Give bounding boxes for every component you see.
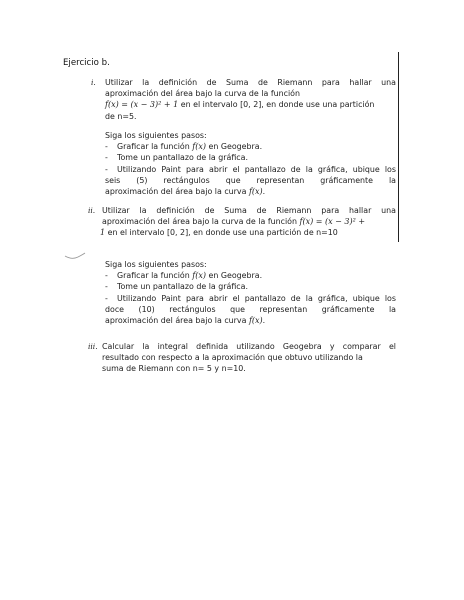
steps-2-bullet-3: - Utilizando Paint para abrir el pantallazo de la gráfica, ubique los — [105, 293, 396, 303]
item-i-line3: en el intervalo [0, 2], en donde use una partición — [178, 100, 375, 110]
item-ii-numeral: ii. — [88, 206, 96, 215]
steps-1-bullet-3-line3: aproximación del área bajo la curva f(x). — [105, 187, 266, 197]
steps-1-bullet-1: - Graficar la función f(x) en Geogebra. — [105, 142, 263, 152]
item-iii-line1: Calcular la integral definida utilizando Geogebra y comparar el — [102, 342, 396, 351]
item-ii-line2: aproximación del área bajo la curva de la función — [102, 217, 300, 227]
steps-1-bullet-2: - Tome un pantallazo de la gráfica. — [105, 153, 248, 163]
item-i-line2: aproximación del área bajo la curva de la función — [105, 89, 300, 99]
item-iii-line3: suma de Riemann con n= 5 y n=10. — [102, 364, 246, 374]
steps-2-bullet-1: - Graficar la función f(x) en Geogebra. — [105, 271, 263, 281]
item-ii: ii. Utilizar la definición de Suma de Riemann para hallar una aproximación del área bajo la curva de la función f(x) = (x − 3)² + 1 en el intervalo [0, 2], en donde use una partición de n=10 — [88, 206, 396, 238]
item-i-line1: Utilizar la definición de Suma de Riemann para hallar una — [105, 78, 396, 87]
item-iii-line2: resultado con respecto a la aproximación que obtuvo utilizando la — [102, 353, 363, 363]
item-ii-formula: f(x) = (x − 3)² + — [299, 217, 366, 227]
steps-2-bullet-3-line3: aproximación del área bajo la curva f(x). — [105, 316, 266, 326]
item-iii — [88, 341, 396, 375]
margin-line — [398, 52, 399, 242]
steps-2-bullet-2: - Tome un pantallazo de la gráfica. — [105, 282, 248, 292]
steps-1-bullet-3-line2: seis (5) rectángulos que representan gráficamente la — [105, 175, 396, 185]
steps-1 — [105, 130, 396, 197]
steps-2-intro: Siga los siguientes pasos: — [105, 260, 207, 269]
item-iii-numeral: iii. — [88, 342, 98, 351]
item-i-formula: f(x) = (x − 3)² + 1 — [105, 100, 179, 110]
item-ii-line3: en el intervalo [0, 2], en donde use una partición de n=10 — [105, 228, 338, 238]
steps-1-bullet-3: - Utilizando Paint para abrir el pantallazo de la gráfica, ubique los — [105, 164, 396, 174]
steps-2 — [105, 259, 396, 326]
steps-1-intro: Siga los siguientes pasos: — [105, 131, 207, 140]
item-i-line4: de n=5. — [105, 111, 137, 121]
exercise-heading: Ejercicio b. — [63, 58, 110, 68]
item-ii-line1: Utilizar la definición de Suma de Riemann para hallar una — [102, 206, 396, 215]
steps-2-bullet-3-line2: doce (10) rectángulos que representan gráficamente la — [105, 304, 396, 314]
item-i-numeral: i. — [91, 78, 96, 87]
item-i — [91, 77, 396, 122]
pen-mark-icon — [64, 252, 86, 260]
